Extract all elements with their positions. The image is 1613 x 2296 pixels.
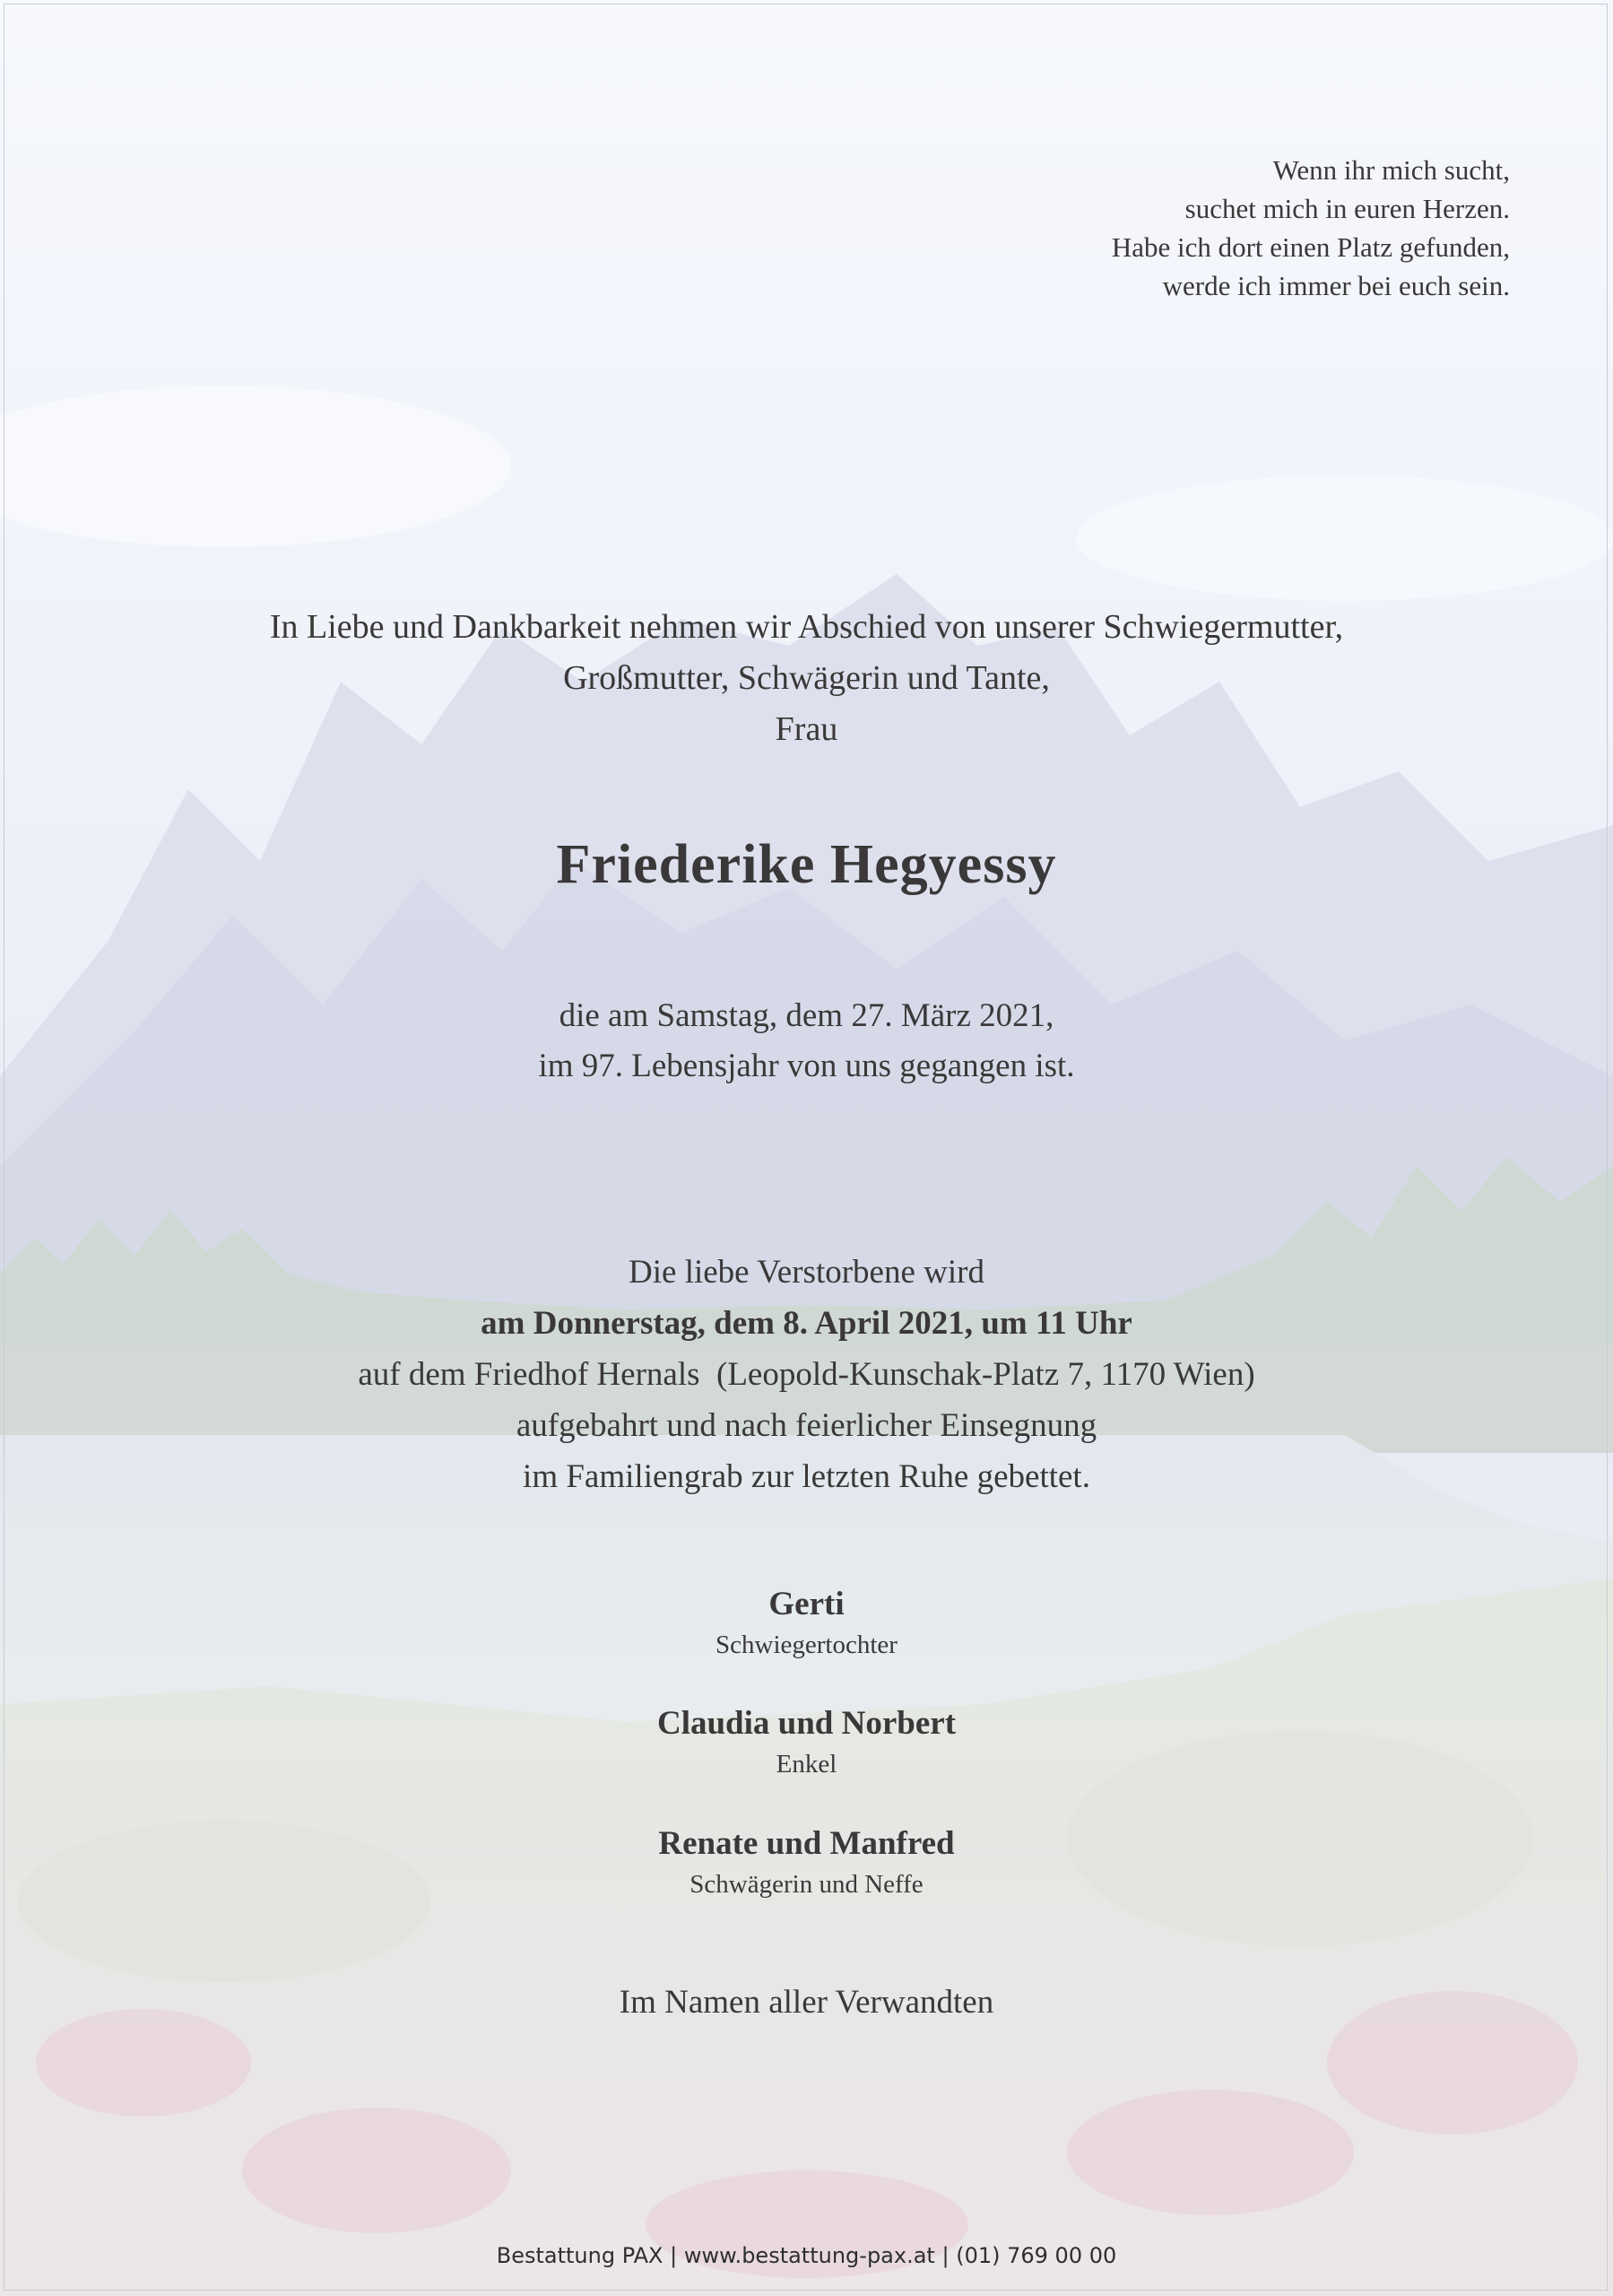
intro-line: Großmutter, Schwägerin und Tante, [563,659,1050,697]
footer-separator: | [941,2243,950,2268]
funeral-line: aufgebahrt und nach feierlicher Einsegnung [516,1407,1097,1444]
mourner-relation: Schwiegertochter [715,1631,898,1659]
closing-line: Im Namen aller Verwandten [619,1984,994,2021]
mourner-name: Claudia und Norbert [656,1705,957,1742]
intro-line: Frau [775,710,838,748]
intro-text [0,602,1613,755]
footer-separator: | [670,2243,678,2268]
motto-line: Wenn ihr mich sucht, [1272,154,1510,186]
funeral-date: am Donnerstag, dem 8. April 2021, um 11 Uhr [481,1305,1132,1342]
motto-line: werde ich immer bei euch sein. [1162,270,1510,301]
motto-line: Habe ich dort einen Platz gefunden, [1111,231,1510,263]
footer-company: Bestattung PAX [496,2243,663,2268]
deceased-name: Friederike Hegyessy [556,834,1057,895]
footer-website-link[interactable]: www.bestattung-pax.at [683,2243,935,2268]
mourner-entry [0,1822,1613,1902]
mourner-name: Gerti [768,1586,845,1622]
footer-phone: (01) 769 00 00 [956,2243,1117,2268]
funeral-location: auf dem Friedhof Hernals (Leopold-Kunschak-Platz 7, 1170 Wien) [358,1356,1255,1393]
funeral-line: Die liebe Verstorbene wird [629,1254,984,1291]
footer [0,2243,1613,2268]
motto-quote [1112,151,1510,305]
death-notice [0,991,1613,1091]
intro-line: In Liebe und Dankbarkeit nehmen wir Abschied von unserer Schwiegermutter, [269,608,1344,646]
death-line: im 97. Lebensjahr von uns gegangen ist. [538,1048,1075,1084]
death-line: die am Samstag, dem 27. März 2021, [559,997,1054,1034]
mourner-entry [0,1582,1613,1663]
mourner-relation: Enkel [776,1750,837,1779]
mourner-name: Renate und Manfred [658,1825,955,1862]
mourner-relation: Schwägerin und Neffe [689,1870,924,1899]
funeral-details [0,1247,1613,1502]
motto-line: suchet mich in euren Herzen. [1184,193,1510,224]
mourner-entry [0,1701,1613,1782]
funeral-line: im Familiengrab zur letzten Ruhe gebettet. [523,1458,1090,1495]
